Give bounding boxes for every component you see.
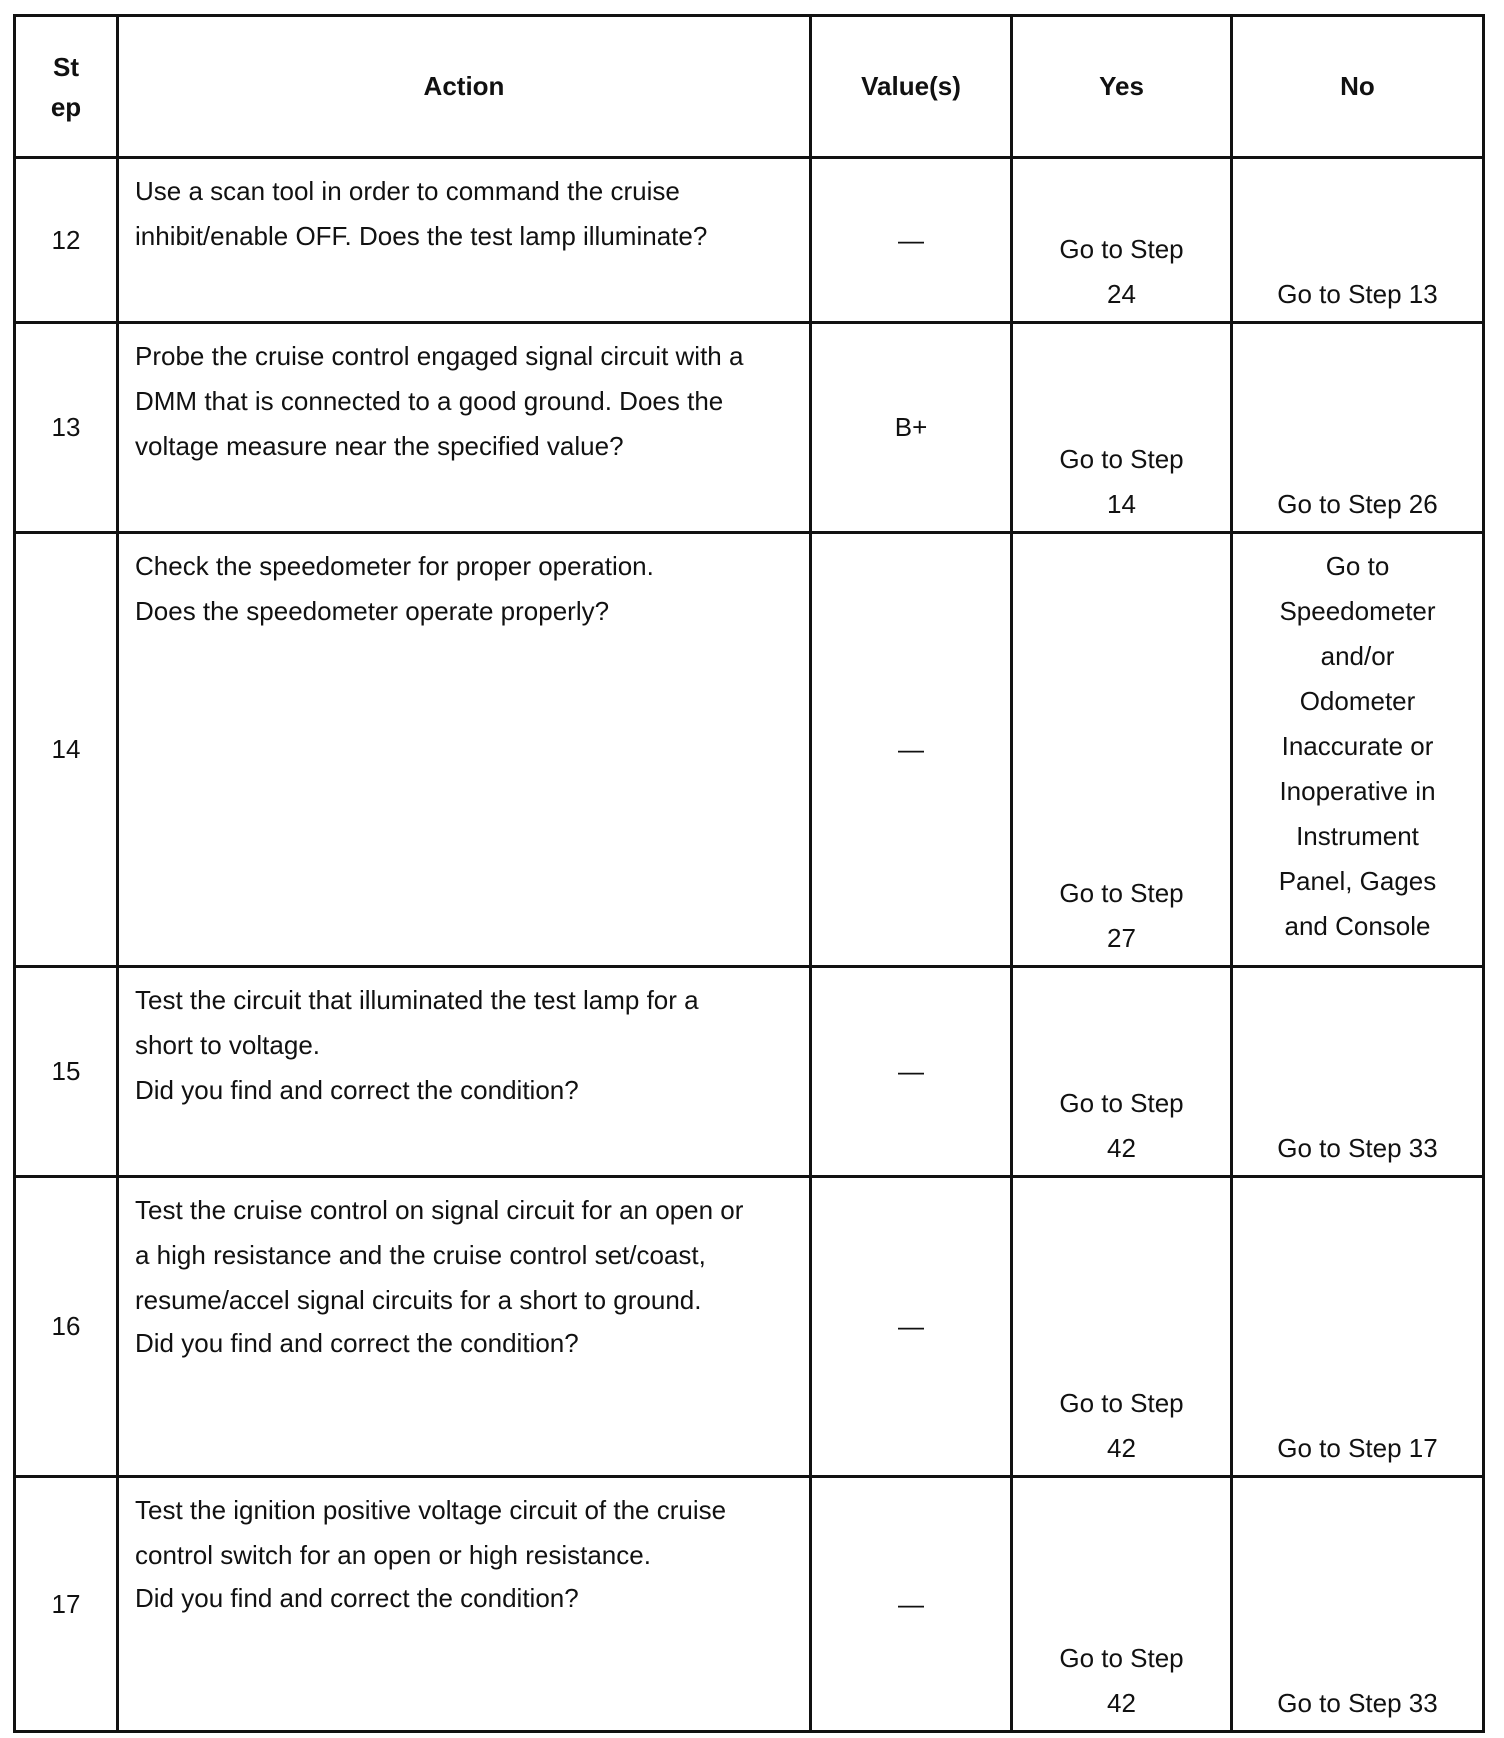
no-link[interactable]: Go to Speedometer and/or Odometer Inaccurate or Inoperative in Instrument Panel, Gages and Console: [1278, 551, 1437, 941]
yes-cell: [1012, 1477, 1232, 1732]
table-row: [15, 533, 1484, 967]
no-link[interactable]: Go to Step 13: [1277, 279, 1438, 309]
action-cell: [118, 533, 811, 967]
action-text: Check the speedometer for proper operation.: [135, 551, 654, 581]
header-step: [15, 16, 118, 158]
action-cell: [118, 1477, 811, 1732]
yes-cell: [1012, 967, 1232, 1177]
step-cell: 15: [15, 967, 118, 1177]
no-cell: [1232, 1177, 1484, 1477]
table-row: [15, 323, 1484, 533]
yes-link[interactable]: Go to Step 27: [1059, 878, 1184, 953]
no-link[interactable]: Go to Step 17: [1277, 1433, 1438, 1463]
value-cell: —: [811, 967, 1012, 1177]
value-cell: —: [811, 533, 1012, 967]
yes-link[interactable]: Go to Step 42: [1059, 1643, 1184, 1718]
no-cell: [1232, 323, 1484, 533]
yes-link[interactable]: Go to Step 24: [1059, 234, 1184, 309]
action-question: Did you find and correct the condition?: [135, 1075, 579, 1105]
header-values: Value(s): [811, 16, 1012, 158]
action-text: Test the cruise control on signal circuit for an open or a high resistance and the cruise control set/coast, resume/accel signal circuits for a short to ground.: [135, 1195, 744, 1315]
action-cell: [118, 967, 811, 1177]
action-cell: [118, 1177, 811, 1477]
yes-cell: [1012, 323, 1232, 533]
table-row: [15, 1477, 1484, 1732]
action-text: Test the ignition positive voltage circuit of the cruise control switch for an open or high resistance.: [135, 1495, 727, 1570]
header-yes: Yes: [1012, 16, 1232, 158]
yes-cell: [1012, 533, 1232, 967]
no-cell: [1232, 533, 1484, 967]
yes-cell: [1012, 1177, 1232, 1477]
action-text: Test the circuit that illuminated the test lamp for a short to voltage.: [135, 985, 699, 1060]
value-cell: —: [811, 158, 1012, 323]
step-cell: 16: [15, 1177, 118, 1477]
table-row: [15, 1177, 1484, 1477]
action-question: Did you find and correct the condition?: [135, 1583, 579, 1613]
step-cell: 13: [15, 323, 118, 533]
yes-link[interactable]: Go to Step 42: [1059, 1088, 1184, 1163]
action-cell: [118, 158, 811, 323]
table-row: [15, 967, 1484, 1177]
step-cell: 17: [15, 1477, 118, 1732]
no-link[interactable]: Go to Step 33: [1277, 1688, 1438, 1718]
table-row: [15, 158, 1484, 323]
action-question: Does the speedometer operate properly?: [135, 596, 610, 626]
header-no: No: [1232, 16, 1484, 158]
header-step-label: St ep: [50, 51, 82, 122]
no-cell: [1232, 158, 1484, 323]
header-action: Action: [118, 16, 811, 158]
no-link[interactable]: Go to Step 26: [1277, 489, 1438, 519]
no-link[interactable]: Go to Step 33: [1277, 1133, 1438, 1163]
action-text: Probe the cruise control engaged signal circuit with a DMM that is connected to a good ground. Does the voltage measure near the specified value?: [135, 341, 744, 461]
no-cell: [1232, 967, 1484, 1177]
value-cell: B+: [811, 323, 1012, 533]
action-text: Use a scan tool in order to command the cruise inhibit/enable OFF. Does the test lamp illuminate?: [135, 176, 708, 251]
header-row: [15, 16, 1484, 158]
yes-link[interactable]: Go to Step 14: [1059, 444, 1184, 519]
no-cell: [1232, 1477, 1484, 1732]
step-cell: 14: [15, 533, 118, 967]
yes-cell: [1012, 158, 1232, 323]
value-cell: —: [811, 1177, 1012, 1477]
step-cell: 12: [15, 158, 118, 323]
diagnostic-table: [13, 14, 1485, 1733]
action-cell: [118, 323, 811, 533]
value-cell: —: [811, 1477, 1012, 1732]
action-question: Did you find and correct the condition?: [135, 1328, 579, 1358]
yes-link[interactable]: Go to Step 42: [1059, 1388, 1184, 1463]
